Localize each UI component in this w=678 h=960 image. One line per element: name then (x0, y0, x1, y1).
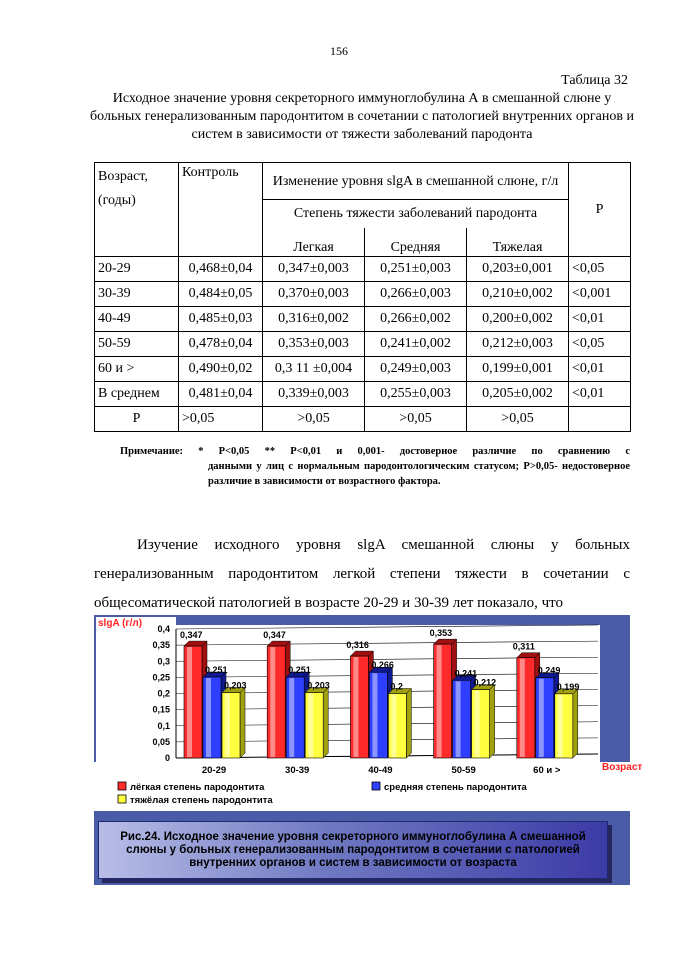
table-cell: 0,353±0,003 (263, 332, 365, 357)
data-label: 0,212 (473, 677, 497, 688)
table-cell: 0,478±0,04 (179, 332, 263, 357)
bar (184, 646, 202, 758)
table-cell: >0,05 (467, 407, 569, 432)
table-number: Таблица 32 (561, 73, 628, 88)
bar-side (406, 689, 411, 759)
table-cell: 0,203±0,001 (467, 257, 569, 282)
x-tick-label: 20-29 (201, 765, 227, 776)
bar (222, 693, 240, 758)
table-cell: 60 и > (95, 357, 179, 382)
legend-label: тяжёлая степень пародонтита (130, 795, 273, 806)
legend-label: лёгкая степень пародонтита (130, 782, 265, 793)
table-cell: 40-49 (95, 307, 179, 332)
table-cell: 0,255±0,003 (365, 382, 467, 407)
bar (517, 658, 535, 758)
table-cell: 0,468±0,04 (179, 257, 263, 282)
data-label: 0,311 (512, 641, 535, 652)
table-cell: 0,200±0,002 (467, 307, 569, 332)
table-cell: >0,05 (179, 407, 263, 432)
table-body (95, 257, 631, 432)
table-cell: 0,316±0,002 (263, 307, 365, 332)
bar (453, 680, 471, 758)
bar (203, 677, 221, 758)
bar-highlight (225, 694, 230, 757)
bar-highlight (270, 647, 275, 757)
data-label: 0,251 (288, 665, 311, 676)
y-tick-label: 0,3 (157, 656, 170, 667)
table-cell: <0,001 (569, 282, 631, 307)
header-p: Р (569, 163, 631, 257)
bar (434, 644, 452, 758)
table-cell: <0,01 (569, 357, 631, 382)
x-tick-label: 40-49 (368, 765, 393, 776)
table-title: Исходное значение уровня секреторного иммуноглобулина А в смешанной слюне у больных генерализованным пародонтитом в сочетании с патологией внутренних органов и систем в зависимости от тяжести заболеваний пародонта (90, 91, 634, 142)
bar-highlight (206, 678, 211, 757)
data-label: 0,203 (224, 680, 247, 691)
data-label: 0,347 (263, 630, 286, 641)
table-cell: 30-39 (95, 282, 179, 307)
table-row (95, 307, 631, 332)
table-cell: 20-29 (95, 257, 179, 282)
y-tick-label: 0,4 (157, 624, 170, 634)
table-cell: 0,266±0,003 (365, 282, 467, 307)
page-number: 156 (330, 44, 348, 58)
table-cell: 0,205±0,002 (467, 382, 569, 407)
y-tick-label: 0,15 (152, 704, 170, 715)
data-label: 0,266 (371, 660, 394, 671)
bar-side (240, 688, 245, 758)
legend-label: средняя степень пародонтита (384, 782, 527, 793)
bar-side (323, 688, 328, 758)
data-label: 0,2 (390, 681, 403, 692)
table-cell: <0,01 (569, 382, 631, 407)
header-change: Изменение уровня slgA в смешанной слюне, г/л (263, 163, 569, 200)
bar-highlight (475, 691, 480, 757)
header-age (95, 163, 179, 257)
bar (555, 694, 573, 758)
bar (350, 656, 368, 758)
bar-highlight (539, 679, 544, 757)
table-cell (569, 407, 631, 432)
bar (267, 646, 285, 758)
y-tick-label: 0,05 (152, 736, 170, 747)
table-row (95, 282, 631, 307)
data-label: 0,203 (307, 680, 330, 691)
table-cell: 0,210±0,002 (467, 282, 569, 307)
bar-highlight (353, 657, 358, 757)
bar-highlight (437, 645, 442, 757)
bar-chart (94, 615, 643, 825)
bar-side (573, 689, 578, 758)
table-cell: 0,370±0,003 (263, 282, 365, 307)
bar-highlight (187, 647, 192, 757)
header-age-line2: (годы) (98, 193, 136, 208)
table-cell: 0,339±0,003 (263, 382, 365, 407)
header-severe: Тяжелая (467, 228, 569, 257)
y-tick-label: 0,1 (157, 720, 170, 731)
table-row (95, 357, 631, 382)
paragraph-text: Изучение исходного уровня slgA смешанной слюны у больных генерализованным пародонтитом легкой степени тяжести в сочетании с общесоматической патологией в возрасте 20-29 и 30-39 лет показало, что (94, 537, 630, 611)
bar-highlight (558, 695, 563, 757)
figure-chart (94, 615, 643, 885)
table-row (95, 407, 631, 432)
table-cell: 0,490±0,02 (179, 357, 263, 382)
y-tick-label: 0,2 (157, 688, 170, 699)
table-cell: 0,3 11 ±0,004 (263, 357, 365, 382)
y-tick-label: 0,35 (152, 640, 170, 651)
x-tick-label: 50-59 (451, 765, 476, 776)
header-age-line1: Возраст, (98, 169, 148, 184)
table-cell: 0,251±0,003 (365, 257, 467, 282)
bar (305, 693, 323, 758)
table-cell: 0,199±0,001 (467, 357, 569, 382)
table-cell: <0,05 (569, 257, 631, 282)
bar (369, 672, 387, 758)
table-cell: 0,266±0,002 (365, 307, 467, 332)
bar (536, 678, 554, 758)
table-cell: Р (95, 407, 179, 432)
bar-highlight (289, 678, 294, 757)
table-cell: 0,481±0,04 (179, 382, 263, 407)
table-row (95, 332, 631, 357)
data-label: 0,347 (180, 630, 203, 641)
body-paragraph (94, 531, 630, 618)
data-label: 0,199 (556, 681, 580, 692)
data-label: 0,249 (537, 665, 561, 676)
table-cell: <0,05 (569, 332, 631, 357)
table-row (95, 257, 631, 282)
table-cell: 0,249±0,003 (365, 357, 467, 382)
note-line1: Примечание: * Р<0,05 ** Р<0,01 и 0,001- достоверное различие по сравнению с (120, 446, 630, 457)
table-note (120, 444, 630, 489)
data-label: 0,251 (205, 665, 228, 676)
table-cell: В среднем (95, 382, 179, 407)
bar-highlight (308, 694, 313, 757)
legend-swatch (372, 782, 380, 790)
y-tick-label: 0,25 (152, 672, 170, 683)
table-cell: 0,347±0,003 (263, 257, 365, 282)
table-cell: 50-59 (95, 332, 179, 357)
x-tick-label: 60 и > (533, 765, 561, 776)
note-rest: данными у лиц с нормальным пародонтологическим статусом; Р>0,05- недостоверное различие в зависимости от возрастного фактора. (208, 461, 630, 487)
table-row (95, 382, 631, 407)
data-label: 0,316 (346, 640, 369, 651)
x-axis-label: Возраст (602, 762, 643, 773)
bar-highlight (372, 673, 377, 757)
bar (472, 690, 490, 758)
legend-swatch (118, 795, 126, 803)
data-table (94, 162, 631, 432)
x-tick-label: 30-39 (285, 765, 310, 776)
bar-side (490, 685, 495, 758)
y-axis-label: slgA (г/л) (98, 618, 143, 629)
legend-swatch (118, 782, 126, 790)
data-label: 0,353 (429, 628, 453, 639)
data-label: 0,241 (454, 668, 478, 679)
y-tick-label: 0 (164, 753, 170, 763)
table-cell: >0,05 (263, 407, 365, 432)
table-cell: <0,01 (569, 307, 631, 332)
table-cell: 0,484±0,05 (179, 282, 263, 307)
header-control: Контроль (179, 163, 263, 257)
table-cell: 0,485±0,03 (179, 307, 263, 332)
table-cell: >0,05 (365, 407, 467, 432)
bar-highlight (520, 659, 525, 757)
header-severity: Степень тяжести заболеваний пародонта (263, 200, 569, 229)
figure-caption-text: Рис.24. Исходное значение уровня секреторного иммуноглобулина А смешанной слюны у больных генерализованным пародонтитом в сочетании с патологией внутренних органов и систем в зависимости от возраста (120, 830, 586, 869)
bar-highlight (391, 695, 396, 758)
table-cell: 0,212±0,003 (467, 332, 569, 357)
header-mild: Легкая (263, 228, 365, 257)
header-medium: Средняя (365, 228, 467, 257)
bar (388, 694, 406, 759)
bar-highlight (456, 681, 461, 757)
figure-caption (98, 821, 608, 879)
bar (286, 677, 304, 758)
table-cell: 0,241±0,002 (365, 332, 467, 357)
